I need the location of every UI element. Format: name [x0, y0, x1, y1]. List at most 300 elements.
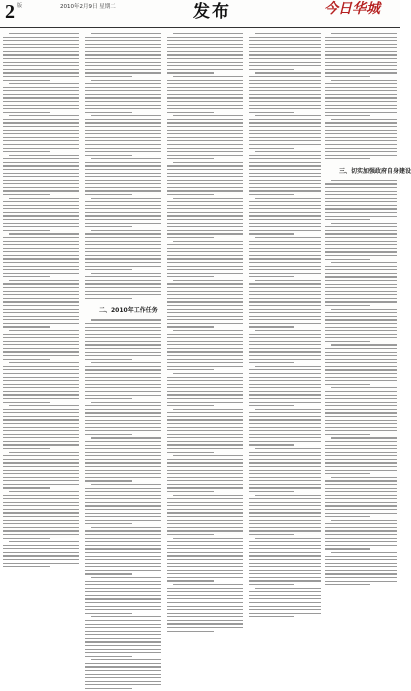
- text-line-placeholder: [3, 462, 79, 463]
- text-line-placeholder: [249, 423, 321, 424]
- text-line-placeholder: [3, 269, 79, 270]
- text-line-placeholder: [255, 330, 321, 331]
- text-line-placeholder: [85, 212, 161, 213]
- text-line-placeholder: [325, 319, 397, 320]
- text-line-placeholder: [85, 649, 161, 650]
- text-line-placeholder: [167, 309, 243, 310]
- text-line-placeholder: [325, 194, 397, 195]
- text-line-placeholder: [249, 90, 321, 91]
- text-line-placeholder: [249, 137, 321, 138]
- text-line-placeholder: [325, 366, 397, 367]
- text-line-placeholder: [85, 327, 161, 328]
- text-line-placeholder: [325, 330, 397, 331]
- text-line-placeholder: [3, 37, 79, 38]
- text-line-placeholder: [85, 552, 161, 553]
- text-line-placeholder: [3, 230, 50, 231]
- text-line-placeholder: [85, 255, 161, 256]
- text-line-placeholder: [249, 105, 321, 106]
- text-line-placeholder: [85, 119, 161, 120]
- text-line-placeholder: [167, 444, 243, 445]
- text-line-placeholder: [325, 430, 397, 431]
- text-line-placeholder: [167, 180, 243, 181]
- text-line-placeholder: [249, 470, 321, 471]
- text-line-placeholder: [249, 523, 321, 524]
- text-line-placeholder: [255, 538, 321, 539]
- text-line-placeholder: [325, 198, 397, 199]
- text-line-placeholder: [325, 115, 370, 116]
- text-line-placeholder: [249, 402, 321, 403]
- text-line-placeholder: [255, 366, 321, 367]
- text-line-placeholder: [3, 559, 79, 560]
- text-line-placeholder: [85, 352, 161, 353]
- text-line-placeholder: [167, 337, 243, 338]
- text-line-placeholder: [167, 563, 243, 564]
- text-line-placeholder: [325, 97, 397, 98]
- text-line-placeholder: [325, 151, 397, 152]
- text-line-placeholder: [85, 201, 161, 202]
- text-line-placeholder: [3, 140, 79, 141]
- text-line-placeholder: [249, 563, 321, 564]
- text-line-placeholder: [167, 473, 243, 474]
- text-line-placeholder: [167, 462, 243, 463]
- text-line-placeholder: [3, 545, 79, 546]
- text-line-placeholder: [249, 326, 294, 327]
- text-line-placeholder: [249, 505, 321, 506]
- text-line-placeholder: [249, 148, 294, 149]
- text-line-placeholder: [325, 541, 397, 542]
- text-line-placeholder: [85, 591, 161, 592]
- text-line-placeholder: [167, 148, 243, 149]
- text-line-placeholder: [255, 33, 321, 34]
- text-line-placeholder: [167, 316, 243, 317]
- text-line-placeholder: [3, 351, 79, 352]
- text-line-placeholder: [325, 291, 397, 292]
- text-line-placeholder: [167, 591, 243, 592]
- text-line-placeholder: [325, 573, 397, 574]
- text-line-placeholder: [249, 294, 321, 295]
- text-line-placeholder: [85, 40, 161, 41]
- text-line-placeholder: [325, 83, 397, 84]
- text-line-placeholder: [249, 487, 321, 488]
- text-line-placeholder: [325, 69, 397, 70]
- text-line-placeholder: [3, 251, 79, 252]
- masthead-logo: 今日华城: [324, 2, 380, 17]
- text-line-placeholder: [3, 509, 79, 510]
- text-line-placeholder: [91, 402, 161, 403]
- text-line-placeholder: [331, 33, 397, 34]
- text-line-placeholder: [85, 244, 161, 245]
- text-line-placeholder: [91, 437, 161, 438]
- text-line-placeholder: [325, 491, 397, 492]
- text-line-placeholder: [167, 484, 243, 485]
- text-line-placeholder: [3, 126, 79, 127]
- text-line-placeholder: [3, 355, 79, 356]
- text-line-placeholder: [85, 194, 132, 195]
- text-line-placeholder: [167, 423, 243, 424]
- text-line-placeholder: [249, 577, 321, 578]
- text-line-placeholder: [3, 552, 79, 553]
- text-line-placeholder: [325, 362, 397, 363]
- text-line-placeholder: [249, 391, 321, 392]
- text-line-placeholder: [85, 366, 161, 367]
- text-line-placeholder: [3, 112, 50, 113]
- text-line-placeholder: [85, 652, 161, 653]
- text-line-placeholder: [3, 423, 79, 424]
- text-line-placeholder: [3, 223, 79, 224]
- text-line-placeholder: [325, 398, 397, 399]
- text-line-placeholder: [249, 387, 321, 388]
- text-line-placeholder: [325, 505, 397, 506]
- text-line-placeholder: [167, 51, 243, 52]
- text-line-placeholder: [167, 183, 243, 184]
- text-line-placeholder: [3, 366, 79, 367]
- text-line-placeholder: [167, 355, 243, 356]
- text-line-placeholder: [167, 62, 243, 63]
- text-line-placeholder: [167, 187, 243, 188]
- text-line-placeholder: [167, 606, 243, 607]
- text-line-placeholder: [3, 326, 50, 327]
- text-line-placeholder: [249, 337, 321, 338]
- text-line-placeholder: [167, 620, 243, 621]
- text-line-placeholder: [3, 219, 79, 220]
- text-line-placeholder: [167, 276, 214, 277]
- text-line-placeholder: [249, 165, 321, 166]
- text-line-placeholder: [167, 130, 243, 131]
- text-line-placeholder: [173, 455, 243, 456]
- text-line-placeholder: [167, 548, 243, 549]
- text-line-placeholder: [3, 148, 79, 149]
- text-line-placeholder: [249, 348, 321, 349]
- text-line-placeholder: [325, 241, 397, 242]
- text-line-placeholder: [325, 498, 397, 499]
- text-line-placeholder: [325, 140, 397, 141]
- text-line-placeholder: [325, 44, 397, 45]
- text-line-placeholder: [249, 377, 321, 378]
- text-line-placeholder: [249, 430, 321, 431]
- text-line-placeholder: [325, 212, 397, 213]
- text-line-placeholder: [167, 351, 243, 352]
- text-line-placeholder: [3, 119, 79, 120]
- text-line-placeholder: [325, 284, 397, 285]
- text-line-placeholder: [167, 54, 243, 55]
- text-line-placeholder: [325, 90, 397, 91]
- text-line-placeholder: [249, 162, 321, 163]
- text-line-placeholder: [3, 384, 79, 385]
- text-line-placeholder: [325, 581, 397, 582]
- text-line-placeholder: [85, 559, 161, 560]
- text-line-placeholder: [167, 509, 243, 510]
- text-line-placeholder: [325, 105, 397, 106]
- text-line-placeholder: [249, 512, 321, 513]
- text-line-placeholder: [3, 258, 79, 259]
- text-line-placeholder: [255, 198, 321, 199]
- text-line-placeholder: [325, 509, 397, 510]
- text-line-placeholder: [85, 624, 161, 625]
- text-line-placeholder: [167, 502, 243, 503]
- text-line-placeholder: [3, 377, 79, 378]
- text-line-placeholder: [167, 269, 243, 270]
- text-line-placeholder: [331, 262, 397, 263]
- text-line-placeholder: [85, 566, 161, 567]
- text-line-placeholder: [85, 609, 161, 610]
- text-line-placeholder: [167, 40, 243, 41]
- text-line-placeholder: [325, 76, 370, 77]
- text-line-placeholder: [3, 477, 79, 478]
- text-line-placeholder: [85, 65, 161, 66]
- text-line-placeholder: [325, 37, 397, 38]
- text-line-placeholder: [325, 305, 370, 306]
- text-line-placeholder: [85, 377, 161, 378]
- text-line-placeholder: [85, 219, 161, 220]
- text-line-placeholder: [167, 430, 243, 431]
- text-line-placeholder: [325, 395, 397, 396]
- text-line-placeholder: [3, 65, 79, 66]
- text-line-placeholder: [3, 394, 79, 395]
- text-line-placeholder: [167, 459, 243, 460]
- text-line-placeholder: [3, 94, 79, 95]
- text-line-placeholder: [249, 441, 321, 442]
- text-line-placeholder: [249, 65, 321, 66]
- text-line-placeholder: [85, 155, 132, 156]
- text-line-placeholder: [249, 548, 321, 549]
- text-line-placeholder: [325, 402, 397, 403]
- text-line-placeholder: [85, 241, 161, 242]
- text-line-placeholder: [85, 323, 161, 324]
- text-line-placeholder: [325, 405, 397, 406]
- text-line-placeholder: [3, 215, 79, 216]
- text-line-placeholder: [3, 283, 79, 284]
- text-line-placeholder: [249, 94, 321, 95]
- text-line-placeholder: [249, 144, 321, 145]
- text-line-placeholder: [255, 588, 321, 589]
- text-line-placeholder: [167, 613, 243, 614]
- text-line-placeholder: [167, 394, 243, 395]
- text-line-placeholder: [85, 434, 132, 435]
- text-line-placeholder: [325, 584, 370, 585]
- text-line-placeholder: [3, 555, 79, 556]
- text-line-placeholder: [249, 173, 321, 174]
- text-line-placeholder: [249, 97, 321, 98]
- text-line-placeholder: [325, 473, 370, 474]
- text-line-placeholder: [249, 212, 321, 213]
- text-line-placeholder: [249, 466, 321, 467]
- text-line-placeholder: [85, 87, 161, 88]
- text-line-placeholder: [167, 233, 243, 234]
- text-line-placeholder: [173, 162, 243, 163]
- text-line-placeholder: [167, 273, 243, 274]
- text-line-placeholder: [249, 215, 321, 216]
- text-line-placeholder: [3, 62, 79, 63]
- text-line-placeholder: [85, 584, 161, 585]
- text-line-placeholder: [249, 351, 321, 352]
- text-line-placeholder: [85, 412, 161, 413]
- text-line-placeholder: [249, 534, 294, 535]
- text-line-placeholder: [325, 187, 397, 188]
- text-line-placeholder: [85, 606, 161, 607]
- text-line-placeholder: [85, 37, 161, 38]
- text-line-placeholder: [167, 555, 243, 556]
- text-line-placeholder: [167, 126, 243, 127]
- text-line-placeholder: [91, 158, 161, 159]
- text-line-placeholder: [249, 427, 321, 428]
- text-line-placeholder: [3, 391, 79, 392]
- text-line-placeholder: [3, 151, 50, 152]
- text-line-placeholder: [85, 144, 161, 145]
- text-line-placeholder: [325, 488, 397, 489]
- text-line-placeholder: [167, 287, 243, 288]
- text-line-placeholder: [3, 80, 50, 81]
- text-line-placeholder: [3, 409, 79, 410]
- text-line-placeholder: [249, 309, 321, 310]
- text-line-placeholder: [85, 513, 161, 514]
- text-line-placeholder: [167, 176, 243, 177]
- text-line-placeholder: [249, 258, 321, 259]
- text-line-placeholder: [325, 534, 397, 535]
- text-line-placeholder: [249, 462, 321, 463]
- text-line-placeholder: [3, 470, 79, 471]
- text-line-placeholder: [249, 51, 321, 52]
- text-line-placeholder: [167, 237, 214, 238]
- section-heading: 三、切实加强政府自身建设: [339, 167, 411, 175]
- text-line-placeholder: [91, 230, 161, 231]
- text-line-placeholder: [85, 391, 161, 392]
- text-line-placeholder: [3, 487, 50, 488]
- text-line-placeholder: [249, 613, 321, 614]
- text-line-placeholder: [3, 237, 79, 238]
- text-line-placeholder: [3, 419, 79, 420]
- text-line-placeholder: [249, 155, 321, 156]
- text-line-placeholder: [249, 606, 321, 607]
- text-line-placeholder: [167, 283, 243, 284]
- text-line-placeholder: [85, 237, 161, 238]
- text-line-placeholder: [249, 119, 321, 120]
- text-line-placeholder: [249, 44, 321, 45]
- date-line: 2010年2月9日 星期二: [60, 4, 116, 10]
- text-line-placeholder: [3, 176, 79, 177]
- text-line-placeholder: [249, 444, 294, 445]
- text-line-placeholder: [249, 58, 321, 59]
- text-line-placeholder: [249, 498, 321, 499]
- text-line-placeholder: [3, 226, 79, 227]
- text-line-placeholder: [173, 198, 243, 199]
- text-line-placeholder: [3, 87, 79, 88]
- text-line-placeholder: [325, 287, 397, 288]
- text-line-placeholder: [173, 538, 243, 539]
- text-line-placeholder: [167, 326, 214, 327]
- text-line-placeholder: [167, 384, 243, 385]
- text-line-placeholder: [3, 337, 79, 338]
- text-line-placeholder: [85, 627, 161, 628]
- text-line-placeholder: [173, 76, 243, 77]
- text-line-placeholder: [249, 566, 321, 567]
- text-line-placeholder: [249, 87, 321, 88]
- text-line-placeholder: [85, 62, 161, 63]
- text-line-placeholder: [3, 348, 79, 349]
- text-line-placeholder: [3, 262, 79, 263]
- text-line-placeholder: [85, 298, 132, 299]
- text-line-placeholder: [3, 538, 50, 539]
- text-line-placeholder: [249, 459, 321, 460]
- text-line-placeholder: [167, 595, 243, 596]
- text-line-placeholder: [85, 151, 161, 152]
- text-line-placeholder: [167, 480, 243, 481]
- text-line-placeholder: [85, 452, 161, 453]
- text-line-placeholder: [325, 409, 397, 410]
- text-line-placeholder: [85, 226, 132, 227]
- text-line-placeholder: [167, 319, 243, 320]
- text-line-placeholder: [91, 115, 161, 116]
- text-line-placeholder: [91, 527, 161, 528]
- text-line-placeholder: [167, 112, 214, 113]
- text-line-placeholder: [3, 323, 79, 324]
- text-line-placeholder: [91, 273, 161, 274]
- text-line-placeholder: [3, 334, 79, 335]
- text-line-placeholder: [167, 580, 214, 581]
- text-line-placeholder: [9, 280, 79, 281]
- text-line-placeholder: [85, 97, 161, 98]
- text-line-placeholder: [85, 666, 161, 667]
- text-line-placeholder: [85, 105, 161, 106]
- text-line-placeholder: [3, 108, 79, 109]
- text-line-placeholder: [3, 162, 79, 163]
- text-line-placeholder: [249, 580, 321, 581]
- text-line-placeholder: [249, 384, 321, 385]
- text-line-placeholder: [325, 144, 397, 145]
- text-line-placeholder: [3, 72, 79, 73]
- text-line-placeholder: [325, 337, 397, 338]
- text-line-placeholder: [85, 173, 161, 174]
- text-line-placeholder: [167, 248, 243, 249]
- text-line-placeholder: [3, 480, 79, 481]
- text-line-placeholder: [3, 69, 79, 70]
- text-line-placeholder: [85, 294, 161, 295]
- text-line-placeholder: [85, 502, 161, 503]
- text-line-placeholder: [249, 373, 321, 374]
- text-line-placeholder: [325, 280, 397, 281]
- text-line-placeholder: [325, 205, 397, 206]
- text-line-placeholder: [249, 434, 321, 435]
- text-line-placeholder: [325, 434, 370, 435]
- text-line-placeholder: [167, 122, 243, 123]
- text-line-placeholder: [249, 359, 321, 360]
- text-line-placeholder: [249, 108, 321, 109]
- text-line-placeholder: [173, 241, 243, 242]
- text-line-placeholder: [85, 488, 161, 489]
- text-line-placeholder: [85, 495, 161, 496]
- text-line-placeholder: [249, 541, 321, 542]
- text-line-placeholder: [325, 423, 397, 424]
- text-line-placeholder: [167, 298, 243, 299]
- text-line-placeholder: [85, 556, 161, 557]
- text-line-placeholder: [85, 223, 161, 224]
- text-line-placeholder: [167, 545, 243, 546]
- text-line-placeholder: [249, 616, 294, 617]
- text-line-placeholder: [249, 301, 321, 302]
- text-line-placeholder: [167, 427, 243, 428]
- text-line-placeholder: [3, 90, 79, 91]
- text-line-placeholder: [167, 491, 214, 492]
- text-line-placeholder: [167, 301, 243, 302]
- text-line-placeholder: [85, 187, 161, 188]
- text-line-placeholder: [85, 162, 161, 163]
- text-line-placeholder: [325, 427, 397, 428]
- text-line-placeholder: [85, 634, 161, 635]
- text-line-placeholder: [167, 133, 243, 134]
- text-line-placeholder: [3, 369, 79, 370]
- text-line-placeholder: [3, 319, 79, 320]
- text-line-placeholder: [249, 183, 321, 184]
- text-line-placeholder: [249, 101, 321, 102]
